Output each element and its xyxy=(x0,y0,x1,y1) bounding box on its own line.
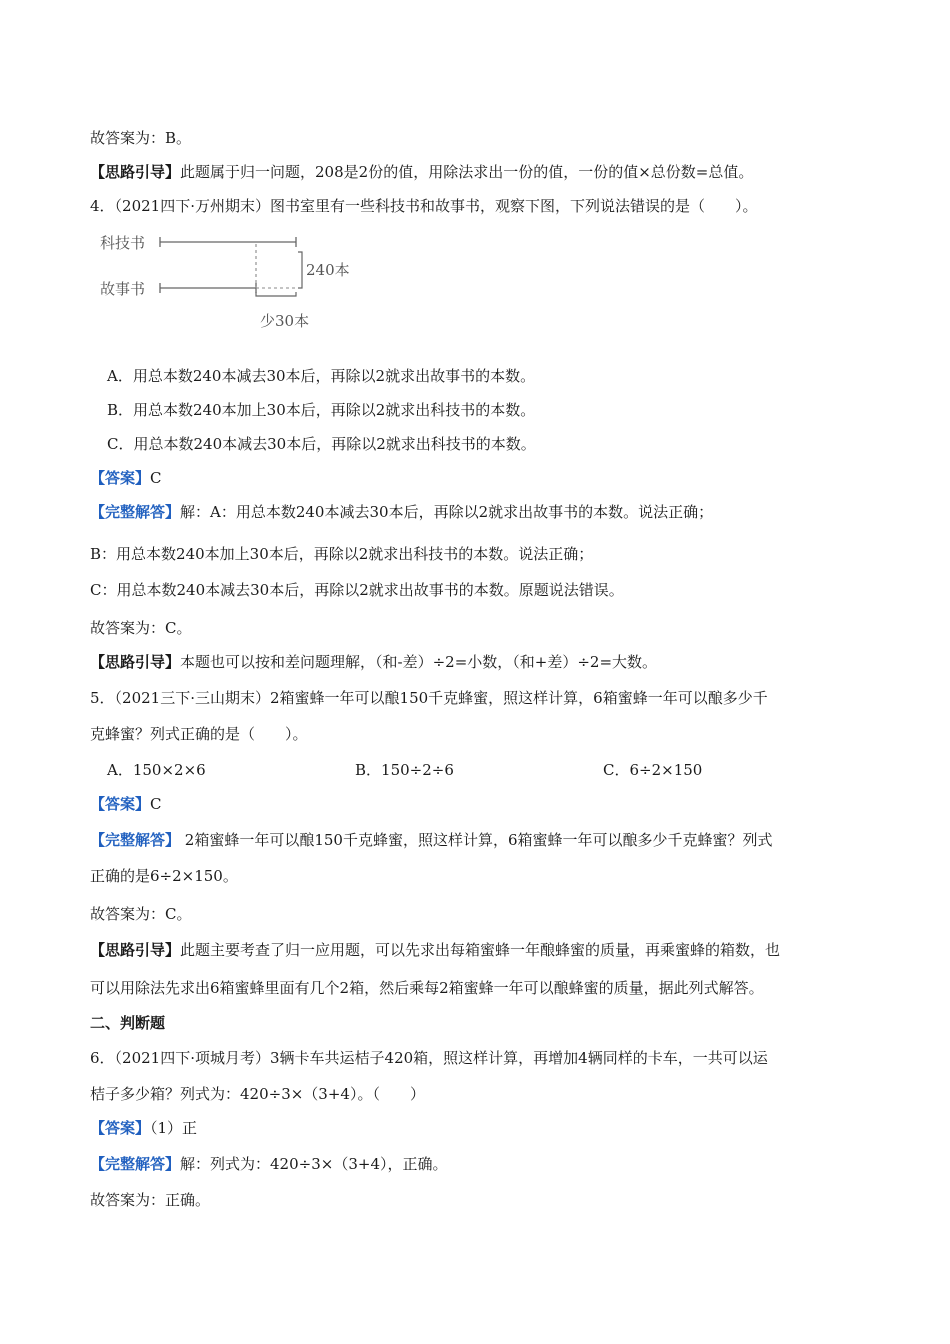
q5-stem-2: 克蜂蜜？列式正确的是（ ）。 xyxy=(90,725,308,743)
q4-option-c: C．用总本数240本减去30本后，再除以2就求出科技书的本数。 xyxy=(107,435,536,453)
q4-hint: 【思路引导】本题也可以按和差问题理解，（和-差）÷2=小数，（和+差）÷2=大数。 xyxy=(90,653,658,671)
q5-option-b: B．150÷2÷6 xyxy=(355,761,454,779)
q6-stem-1: 6．（2021四下·项城月考）3辆卡车共运桔子420箱，照这样计算，再增加4辆同样的卡车，一共可以运 xyxy=(90,1049,768,1067)
diagram-label-story: 故事书 xyxy=(100,280,146,298)
q6-answer: 【答案】（1）正 xyxy=(90,1119,198,1137)
q4-answer-line: 故答案为：C。 xyxy=(90,619,192,637)
q6-solution-1: 【完整解答】解：列式为：420÷3×（3+4），正确。 xyxy=(90,1155,448,1173)
answer-tag: 【答案】 xyxy=(90,795,151,813)
hint-tag: 【思路引导】 xyxy=(90,653,181,671)
q6-answer-line: 故答案为：正确。 xyxy=(90,1191,211,1209)
q3-hint: 【思路引导】此题属于归一问题，208是2份的值，用除法求出一份的值，一份的值×总份数=总值。 xyxy=(90,163,754,181)
section-heading: 二、判断题 xyxy=(90,1014,166,1032)
diagram-label-science: 科技书 xyxy=(100,234,146,252)
q5-solution-2: 正确的是6÷2×150。 xyxy=(90,867,238,885)
answer-tag: 【答案】 xyxy=(90,1119,151,1137)
q5-option-a: A．150×2×6 xyxy=(107,761,206,779)
solution-tag: 【完整解答】 xyxy=(90,831,181,849)
difference-brace xyxy=(256,292,296,296)
q4-option-a: A．用总本数240本减去30本后，再除以2就求出故事书的本数。 xyxy=(107,367,536,385)
total-brace xyxy=(298,252,302,288)
q3-answer-line: 故答案为：B。 xyxy=(90,129,192,147)
solution-tag: 【完整解答】 xyxy=(90,1155,181,1173)
q4-stem: 4．（2021四下·万州期末）图书室里有一些科技书和故事书，观察下图，下列说法错误的是（ ）。 xyxy=(90,197,758,215)
answer-tag: 【答案】 xyxy=(90,469,151,487)
q4-solution-3: C：用总本数240本减去30本后，再除以2就求出故事书的本数。原题说法错误。 xyxy=(90,581,624,599)
diagram-label-total: 240本 xyxy=(306,261,350,279)
q5-hint-1: 【思路引导】此题主要考查了归一应用题，可以先求出每箱蜜蜂一年酿蜂蜜的质量，再乘蜜蜂的箱数，也 xyxy=(90,941,781,959)
q4-answer: 【答案】C xyxy=(90,469,162,487)
solution-tag: 【完整解答】 xyxy=(90,503,181,521)
q4-solution-2: B：用总本数240本加上30本后，再除以2就求出科技书的本数。说法正确； xyxy=(90,545,594,563)
q5-answer: 【答案】C xyxy=(90,795,162,813)
q4-solution-1: 【完整解答】解：A：用总本数240本减去30本后，再除以2就求出故事书的本数。说法正确； xyxy=(90,503,714,521)
hint-tag: 【思路引导】 xyxy=(90,941,181,959)
segment-diagram xyxy=(100,226,360,336)
diagram-label-less: 少30本 xyxy=(260,312,310,330)
q5-option-c: C．6÷2×150 xyxy=(603,761,703,779)
q4-option-b: B．用总本数240本加上30本后，再除以2就求出科技书的本数。 xyxy=(107,401,536,419)
q5-hint-2: 可以用除法先求出6箱蜜蜂里面有几个2箱，然后乘每2箱蜜蜂一年可以酿蜂蜜的质量，据此列式解答。 xyxy=(90,979,764,997)
q5-solution-1: 【完整解答】 2箱蜜蜂一年可以酿150千克蜂蜜，照这样计算，6箱蜜蜂一年可以酿多少千克蜂蜜？列式 xyxy=(90,831,773,849)
q5-stem-1: 5．（2021三下·三山期末）2箱蜜蜂一年可以酿150千克蜂蜜，照这样计算，6箱蜜蜂一年可以酿多少千 xyxy=(90,689,768,707)
q5-answer-line: 故答案为：C。 xyxy=(90,905,192,923)
q6-stem-2: 桔子多少箱？列式为：420÷3×（3+4）。（ ） xyxy=(90,1085,425,1103)
hint-tag: 【思路引导】 xyxy=(90,163,181,181)
